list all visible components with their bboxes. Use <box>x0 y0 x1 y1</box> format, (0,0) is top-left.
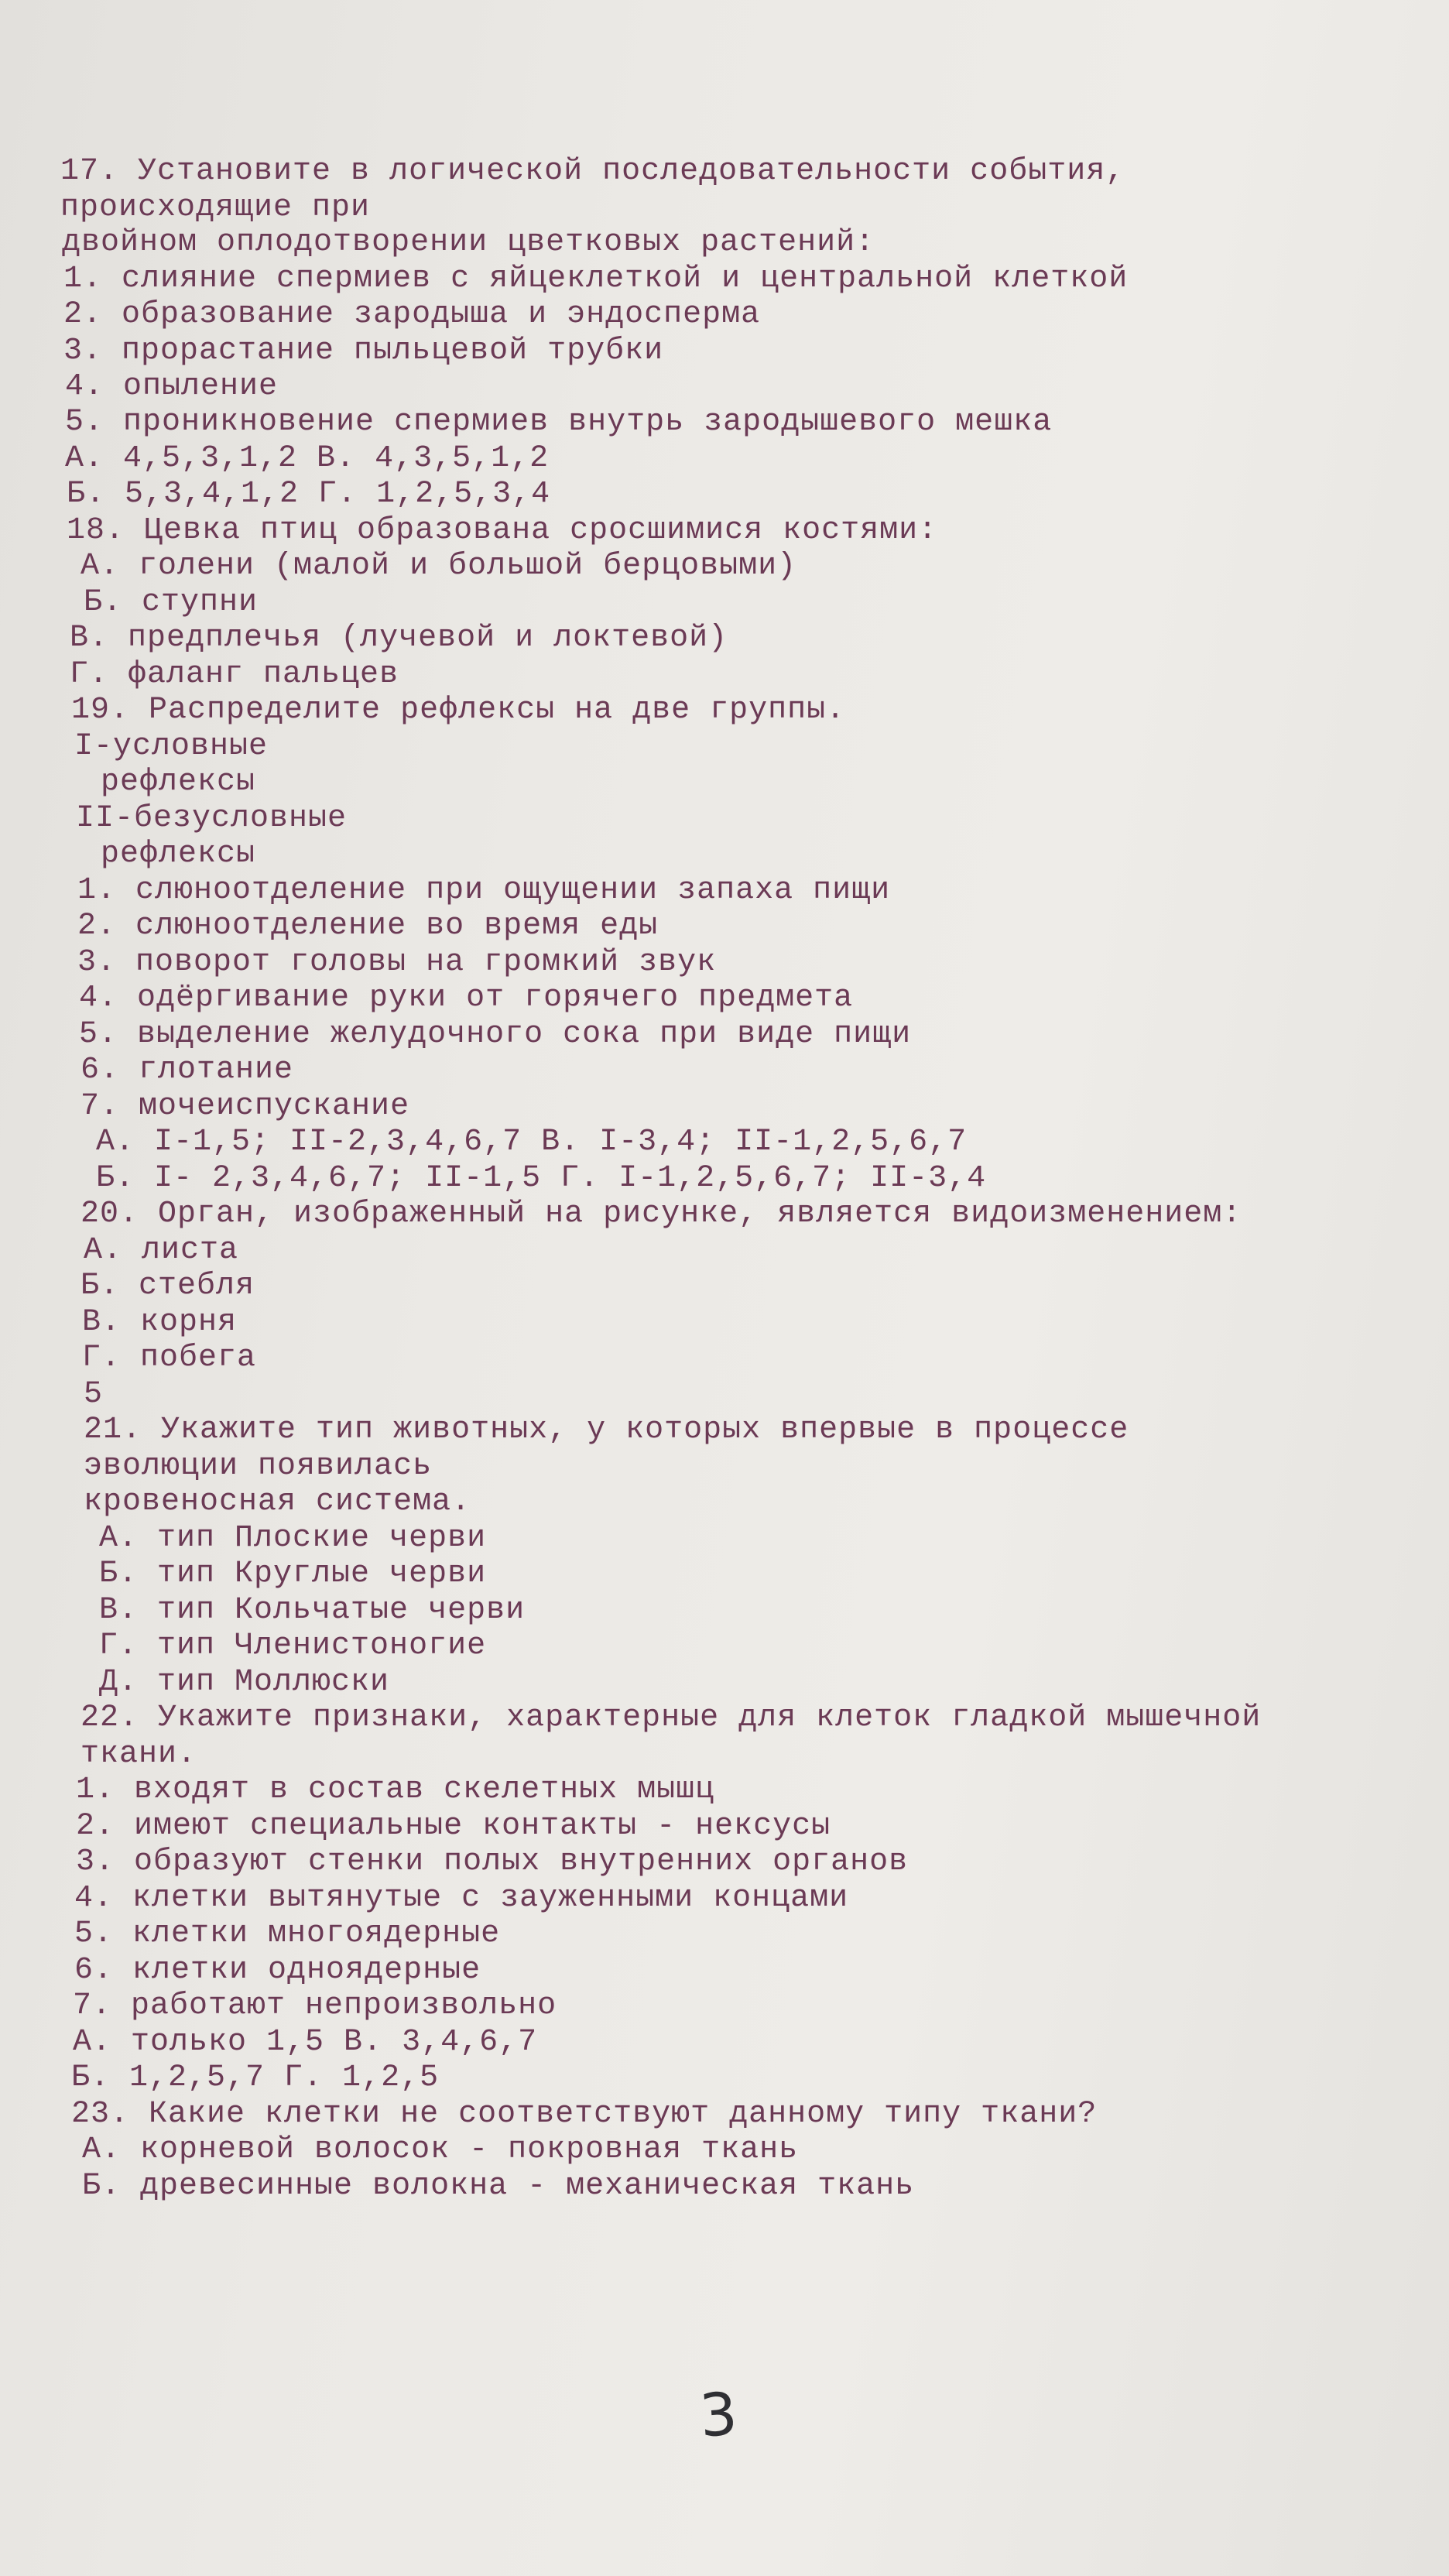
text-line: 4. опыление <box>65 369 279 404</box>
text-line: В. корня <box>82 1305 238 1340</box>
text-line: 21. Укажите тип животных, у которых впервые в процессе <box>84 1413 1129 1447</box>
text-line: 22. Укажите признаки, характерные для клеток гладкой мышечной <box>80 1701 1262 1735</box>
text-line: 7. работают непроизвольно <box>73 1989 557 2023</box>
text-line: двойном оплодотворении цветковых растений: <box>62 225 875 260</box>
text-line: 2. слюноотделение во время еды <box>77 909 659 944</box>
text-line: А. листа <box>84 1233 239 1268</box>
text-line: I-условные <box>74 729 269 764</box>
text-line: А. тип Плоские черви <box>99 1521 487 1556</box>
text-line: 2. имеют специальные контакты - нексусы <box>76 1809 831 1844</box>
text-line: Б. тип Круглые черви <box>99 1557 487 1591</box>
text-line: Б. 5,3,4,1,2 Г. 1,2,5,3,4 <box>67 477 551 512</box>
text-line: 5. выделение желудочного сока при виде пищи <box>79 1017 912 1052</box>
text-line: Б. I- 2,3,4,6,7; II-1,5 Г. I-1,2,5,6,7; II-3,4 <box>96 1161 987 1196</box>
text-line: 2. образование зародыша и эндосперма <box>63 297 761 332</box>
text-line: 18. Цевка птиц образована сросшимися костями: <box>67 513 938 548</box>
text-line: 3. поворот головы на громкий звук <box>77 945 717 980</box>
text-line: А. I-1,5; II-2,3,4,6,7 В. I-3,4; II-1,2,5,6,7 <box>96 1125 968 1160</box>
text-line: 7. мочеиспускание <box>80 1089 410 1124</box>
text-line: В. тип Кольчатые черви <box>99 1593 526 1628</box>
text-line: 1. слюноотделение при ощущении запаха пищи <box>77 873 891 908</box>
text-line: 6. клетки одноядерные <box>74 1953 481 1988</box>
text-line: А. 4,5,3,1,2 В. 4,3,5,1,2 <box>65 441 550 476</box>
text-line: эволюции появилась <box>84 1449 433 1484</box>
text-line: 1. входят в состав скелетных мышц <box>76 1773 715 1807</box>
text-line: II-безусловные <box>76 801 348 836</box>
text-line: 4. клетки вытянутые с зауженными концами <box>74 1881 849 1916</box>
text-line: Г. побега <box>82 1341 257 1375</box>
text-line: рефлексы <box>101 837 256 872</box>
text-line: Г. фаланг пальцев <box>70 657 399 692</box>
text-line: А. голени (малой и большой берцовыми) <box>80 549 797 584</box>
text-line: Г. тип Членистоногие <box>99 1629 487 1663</box>
text-line: В. предплечья (лучевой и локтевой) <box>70 621 728 656</box>
text-line: 17. Установите в логической последовательности события, <box>60 154 1125 189</box>
text-line: 5 <box>84 1377 104 1412</box>
text-line: 5. проникновение спермиев внутрь зародышевого мешка <box>65 405 1053 440</box>
text-line: 20. Орган, изображенный на рисунке, является видоизменением: <box>80 1197 1242 1231</box>
text-line: А. только 1,5 В. 3,4,6,7 <box>73 2025 538 2060</box>
text-line: Б. 1,2,5,7 Г. 1,2,5 <box>71 2060 440 2095</box>
text-line: Д. тип Моллюски <box>99 1665 390 1700</box>
text-line: А. корневой волосок - покровная ткань <box>82 2132 799 2167</box>
text-line: 19. Распределите рефлексы на две группы. <box>71 693 846 728</box>
text-line: 5. клетки многоядерные <box>74 1917 501 1951</box>
text-line: 3. прорастание пыльцевой трубки <box>63 334 664 368</box>
text-line: 1. слияние спермиев с яйцеклеткой и центральной клеткой <box>63 262 1129 296</box>
text-line: 6. глотание <box>80 1053 294 1088</box>
text-line: ткани. <box>80 1737 197 1772</box>
text-line: 4. одёргивание руки от горячего предмета <box>79 981 854 1016</box>
text-line: кровеносная система. <box>84 1485 471 1519</box>
text-line: Б. древесинные волокна - механическая ткань <box>82 2169 915 2204</box>
text-line: 23. Какие клетки не соответствуют данному типу ткани? <box>71 2097 1098 2132</box>
text-line: Б. стебля <box>80 1269 255 1303</box>
text-line: Б. ступни <box>84 585 259 620</box>
text-line: 3. образуют стенки полых внутренних органов <box>76 1845 909 1879</box>
page-number: 3 <box>697 2379 740 2451</box>
text-line: рефлексы <box>101 765 256 800</box>
text-line: происходящие при <box>60 190 371 225</box>
